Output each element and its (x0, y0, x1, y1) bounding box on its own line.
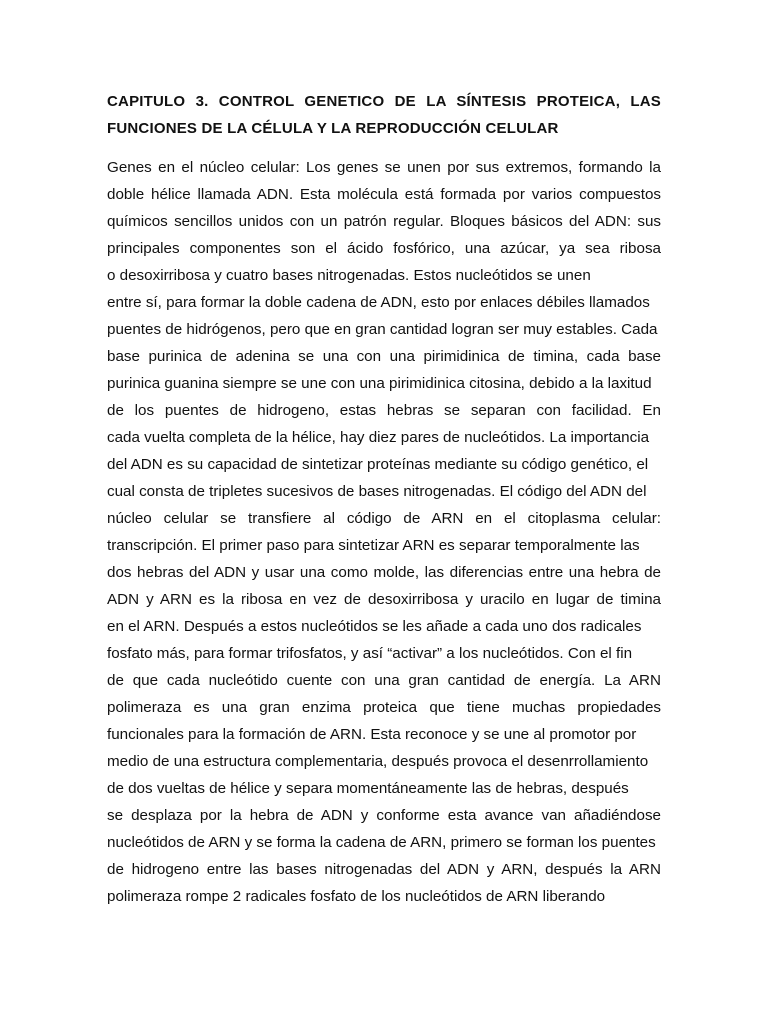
body-line: en el ARN. Después a estos nucleótidos se les añade a cada uno dos radicales (107, 618, 642, 635)
body-line: de los puentes de hidrogeno, estas hebras se separan con facilidad. En (107, 402, 661, 419)
body-line: ADN y ARN es la ribosa en vez de desoxirribosa y uracilo en lugar de timina (107, 591, 661, 608)
body-paragraph (107, 154, 661, 910)
body-line: núcleo celular se transfiere al código de ARN en el citoplasma celular: (107, 510, 661, 527)
body-line: base purinica de adenina se una con una pirimidinica de timina, cada base (107, 348, 661, 365)
body-line: entre sí, para formar la doble cadena de ADN, esto por enlaces débiles llamados (107, 294, 650, 311)
body-line: de dos vueltas de hélice y separa momentáneamente las de hebras, después (107, 780, 629, 797)
body-line: fosfato más, para formar trifosfatos, y así “activar” a los nucleótidos. Con el fin (107, 645, 633, 662)
body-line: químicos sencillos unidos con un patrón regular. Bloques básicos del ADN: sus (107, 213, 661, 230)
document-page (107, 88, 661, 910)
body-line: polimeraza es una gran enzima proteica que tiene muchas propiedades (107, 699, 661, 716)
body-line: se desplaza por la hebra de ADN y conforme esta avance van añadiéndose (107, 807, 661, 824)
body-line: del ADN es su capacidad de sintetizar proteínas mediante su código genético, el (107, 456, 649, 473)
chapter-title-line: FUNCIONES DE LA CÉLULA Y LA REPRODUCCIÓN CELULAR (107, 120, 559, 137)
chapter-title (107, 88, 661, 142)
body-line: de que cada nucleótido cuente con una gran cantidad de energía. La ARN (107, 672, 661, 689)
body-line: nucleótidos de ARN y se forma la cadena de ARN, primero se forman los puentes (107, 834, 656, 851)
body-line: o desoxirribosa y cuatro bases nitrogenadas. Estos nucleótidos se unen (107, 267, 591, 284)
body-line: transcripción. El primer paso para sintetizar ARN es separar temporalmente las (107, 537, 640, 554)
body-line: medio de una estructura complementaria, después provoca el desenrrollamiento (107, 753, 649, 770)
body-line: doble hélice llamada ADN. Esta molécula está formada por varios compuestos (107, 186, 661, 203)
body-line: purinica guanina siempre se une con una pirimidinica citosina, debido a la laxitud (107, 375, 652, 392)
body-line: de hidrogeno entre las bases nitrogenadas del ADN y ARN, después la ARN (107, 861, 661, 878)
body-line: polimeraza rompe 2 radicales fosfato de los nucleótidos de ARN liberando (107, 888, 606, 905)
body-line: principales componentes son el ácido fosfórico, una azúcar, ya sea ribosa (107, 240, 661, 257)
chapter-title-line: CAPITULO 3. CONTROL GENETICO DE LA SÍNTESIS PROTEICA, LAS (107, 93, 661, 110)
body-line: cada vuelta completa de la hélice, hay diez pares de nucleótidos. La importancia (107, 429, 650, 446)
body-line: funcionales para la formación de ARN. Esta reconoce y se une al promotor por (107, 726, 637, 743)
body-line: puentes de hidrógenos, pero que en gran cantidad logran ser muy estables. Cada (107, 321, 658, 338)
body-line: Genes en el núcleo celular: Los genes se unen por sus extremos, formando la (107, 159, 661, 176)
body-line: cual consta de tripletes sucesivos de bases nitrogenadas. El código del ADN del (107, 483, 647, 500)
body-line: dos hebras del ADN y usar una como molde, las diferencias entre una hebra de (107, 564, 661, 581)
